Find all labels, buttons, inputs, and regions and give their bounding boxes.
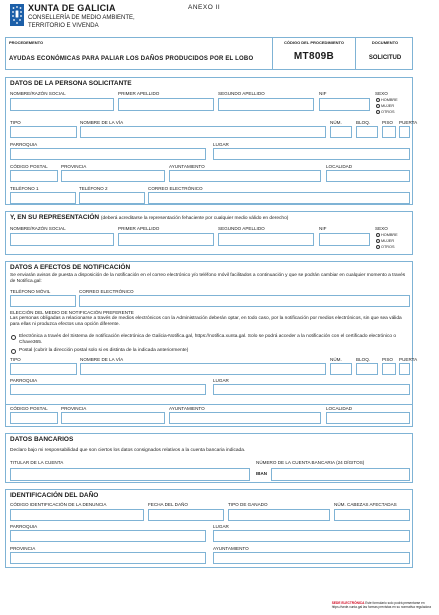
field-label: SEXO: [375, 91, 388, 96]
dano-provincia-field[interactable]: [10, 552, 206, 564]
field-label: NOMBRE/RAZÓN SOCIAL: [10, 226, 66, 231]
parroquia-field[interactable]: [10, 148, 206, 160]
rep-primer-apellido-field[interactable]: [118, 233, 214, 246]
field-label: LUGAR: [213, 142, 229, 147]
document-type: SOLICITUD: [368, 55, 402, 61]
field-label: AYUNTAMIENTO: [169, 164, 205, 169]
radio-icon: [376, 239, 380, 243]
rep-sexo-option-mujer[interactable]: MUJER: [376, 239, 394, 243]
field-label: TIPO: [10, 120, 21, 125]
field-label: NOMBRE DE LA VÍA: [80, 120, 124, 125]
nif-field[interactable]: [319, 98, 370, 111]
field-label: PISO: [382, 120, 393, 125]
rep-sexo-option-otros[interactable]: OTROS: [376, 245, 395, 249]
section-title: DATOS BANCARIOS: [10, 436, 74, 443]
telefono2-field[interactable]: [79, 192, 145, 204]
notificacion-intro: Se enviarán avisos de puesta a disposición de la notificación en el correo electrónico y/o teléfono móvil facilitados a continuación y que se podrán cambiar en cualquier momento a través de Notifica.gal:: [10, 273, 406, 285]
puerta-field[interactable]: [399, 126, 410, 138]
document-label: DOCUMENTO: [371, 40, 399, 45]
field-label: CORREO ELECTRÓNICO: [79, 289, 134, 294]
rep-sexo-option-hombre[interactable]: HOMBRE: [376, 233, 398, 237]
telefono-movil-field[interactable]: [10, 295, 76, 307]
field-label: CÓDIGO POSTAL: [10, 164, 48, 169]
sexo-option-hombre[interactable]: HOMBRE: [376, 98, 398, 102]
section-notificacion-cont: [5, 405, 413, 427]
field-label: PROVINCIA: [61, 406, 87, 411]
nombre-field[interactable]: [10, 98, 114, 111]
telefono1-field[interactable]: [10, 192, 76, 204]
section-title: DATOS DE LA PERSONA SOLICITANTE: [10, 80, 132, 87]
field-label: PISO: [382, 357, 393, 362]
field-label: NÚM.: [330, 120, 342, 125]
radio-postal[interactable]: [11, 349, 16, 354]
field-label: NÚM.: [330, 357, 342, 362]
fecha-dano-field[interactable]: [148, 509, 224, 521]
divider: [272, 38, 273, 69]
option-postal-label: Postal (cubrir la dirección postal solo si es distinta de la indicada anteriormente): [19, 348, 189, 353]
notif-puerta-field[interactable]: [399, 363, 410, 375]
section-title: Y, EN SU REPRESENTACIÓN (deberá acreditarse la representación fehaciente por cualquier medio válido en derecho): [10, 214, 289, 221]
titular-field[interactable]: [10, 468, 250, 481]
section-dano: [5, 489, 413, 568]
section-bancarios: [5, 433, 413, 483]
bancarios-intro: Declaro bajo mi responsabilidad que son ciertos los datos consignados relativos a la cuenta bancaria indicada.: [10, 448, 246, 453]
codigo-postal-field[interactable]: [10, 170, 58, 182]
field-label: PROVINCIA: [10, 546, 36, 551]
medio-text: Las personas obligadas a relacionarse a través de medios electrónicos con la Administración deberán optar, en todo caso, por la notificación por medios electrónicos, sin que sea válida para ellas ni produzca efectos una opción diferente.: [10, 316, 402, 328]
field-label: NIF: [319, 226, 327, 231]
notif-ayuntamiento-field[interactable]: [169, 412, 321, 424]
section-representacion: [5, 211, 413, 255]
field-label: TIPO DE GANADO: [228, 502, 268, 507]
notif-bloq-field[interactable]: [356, 363, 378, 375]
tipo-ganado-field[interactable]: [228, 509, 330, 521]
field-label: LOCALIDAD: [326, 406, 353, 411]
field-label: AYUNTAMIENTO: [169, 406, 205, 411]
field-label: TELÉFONO 2: [79, 186, 108, 191]
notif-piso-field[interactable]: [382, 363, 396, 375]
dano-parroquia-field[interactable]: [10, 530, 206, 542]
field-label: PRIMER APELLIDO: [118, 226, 160, 231]
provincia-field[interactable]: [61, 170, 165, 182]
field-label: TIPO: [10, 357, 21, 362]
field-label: PRIMER APELLIDO: [118, 91, 160, 96]
segundo-apellido-field[interactable]: [218, 98, 314, 111]
ayuntamiento-field[interactable]: [169, 170, 321, 182]
field-label: BLOQ.: [356, 357, 371, 362]
notif-tipo-via-field[interactable]: [10, 363, 77, 375]
field-label: CÓDIGO IDENTIFICACIÓN DE LA DENUNCIA: [10, 502, 107, 507]
notif-localidad-field[interactable]: [326, 412, 410, 424]
field-label: TITULAR DE LA CUENTA: [10, 460, 64, 465]
divider: [355, 38, 356, 69]
field-label: LUGAR: [213, 378, 229, 383]
procedure-box: [5, 37, 413, 70]
nombre-via-field[interactable]: [80, 126, 326, 138]
field-label: CORREO ELECTRÓNICO: [148, 186, 203, 191]
field-label: SEGUNDO APELLIDO: [218, 226, 265, 231]
medio-title: ELECCIÓN DEL MEDIO DE NOTIFICACIÓN PREFERENTE: [10, 310, 134, 315]
sexo-option-mujer[interactable]: MUJER: [376, 104, 394, 108]
section-solicitante: [5, 77, 418, 205]
lugar-field[interactable]: [213, 148, 410, 160]
field-label: NIF: [319, 91, 327, 96]
section-title: DATOS A EFECTOS DE NOTIFICACIÓN: [10, 264, 131, 271]
conselleria-name: CONSELLERÍA DE MEDIO AMBIENTE, TERRITORIO E VIVENDA: [28, 15, 135, 29]
section-notificacion: [5, 261, 418, 405]
notif-provincia-field[interactable]: [61, 412, 165, 424]
field-label: SEGUNDO APELLIDO: [218, 91, 265, 96]
procedure-label: PROCEDEMENTO: [9, 40, 44, 45]
email-field[interactable]: [148, 192, 410, 204]
field-label: FECHA DEL DAÑO: [148, 502, 188, 507]
field-label: PUERTA: [399, 357, 418, 362]
rep-nombre-field[interactable]: [10, 233, 114, 246]
primer-apellido-field[interactable]: [118, 98, 214, 111]
codigo-denuncia-field[interactable]: [10, 509, 144, 521]
iban-field[interactable]: [271, 468, 410, 481]
notif-num-field[interactable]: [330, 363, 352, 375]
field-label: TELÉFONO MÓVIL: [10, 289, 51, 294]
xunta-logo-icon: [8, 2, 26, 28]
field-label: TELÉFONO 1: [10, 186, 39, 191]
field-label: SEXO: [375, 226, 388, 231]
bloq-field[interactable]: [356, 126, 378, 138]
field-label: NOMBRE DE LA VÍA: [80, 357, 124, 362]
iban-label: IBAN: [256, 471, 267, 476]
notif-cp-field[interactable]: [10, 412, 58, 424]
notif-parroquia-field[interactable]: [10, 384, 206, 395]
radio-electronica[interactable]: [11, 335, 16, 340]
piso-field[interactable]: [382, 126, 396, 138]
cabezas-afectadas-field[interactable]: [334, 509, 410, 521]
procedure-title: AYUDAS ECONÓMICAS PARA PALIAR LOS DAÑOS PRODUCIDOS POR EL LOBO: [9, 56, 254, 62]
radio-icon: [376, 98, 380, 102]
num-field[interactable]: [330, 126, 352, 138]
field-label: AYUNTAMIENTO: [213, 546, 249, 551]
notif-email-field[interactable]: [79, 295, 410, 307]
field-label: CÓDIGO POSTAL: [10, 406, 48, 411]
dano-lugar-field[interactable]: [213, 530, 410, 542]
sexo-option-otros[interactable]: OTROS: [376, 110, 395, 114]
radio-icon: [376, 104, 380, 108]
field-label: PARROQUIA: [10, 378, 38, 383]
tipo-via-field[interactable]: [10, 126, 77, 138]
sede-label: SEDE ELECTRÓNICA: [331, 601, 365, 605]
field-label: PUERTA: [399, 120, 418, 125]
field-label: PARROQUIA: [10, 524, 38, 529]
notif-nombre-via-field[interactable]: [80, 363, 326, 375]
notif-lugar-field[interactable]: [213, 384, 410, 395]
field-label: PARROQUIA: [10, 142, 38, 147]
field-label: LUGAR: [213, 524, 229, 529]
rep-segundo-apellido-field[interactable]: [218, 233, 314, 246]
option-electronica-label: Electrónica a través del Sistema de notificación electrónica de Galicia-Notifica.gal, https://notifica.xunta.gal. Solo se podrá acceder a la notificación con el certificado electrónico o Chave365.: [19, 334, 397, 346]
section-title: IDENTIFICACIÓN DEL DAÑO: [10, 492, 99, 499]
footer-note: SEDE ELECTRÓNICA Este formulario solo podrá presentarse en https://sede.xunta.gal las formas previstas en su normativa reguladora: [331, 601, 431, 609]
org-name: XUNTA DE GALICIA: [28, 3, 116, 13]
procedure-code: MT809B: [293, 51, 335, 62]
field-label: NOMBRE/RAZÓN SOCIAL: [10, 91, 66, 96]
field-label: BLOQ.: [356, 120, 371, 125]
localidad-field[interactable]: [326, 170, 410, 182]
annex-label: ANEXO II: [188, 4, 221, 11]
radio-icon: [376, 110, 380, 114]
code-label: CÓDIGO DEL PROCEDIMIENTO: [283, 40, 345, 45]
field-label: LOCALIDAD: [326, 164, 353, 169]
rep-nif-field[interactable]: [319, 233, 370, 246]
radio-icon: [376, 233, 380, 237]
field-label: NÚM. CABEZAS AFECTADAS: [334, 502, 397, 507]
field-label: PROVINCIA: [61, 164, 87, 169]
radio-icon: [376, 245, 380, 249]
field-label: NÚMERO DE LA CUENTA BANCARIA (24 DÍGITOS): [256, 460, 365, 465]
dano-ayuntamiento-field[interactable]: [213, 552, 410, 564]
